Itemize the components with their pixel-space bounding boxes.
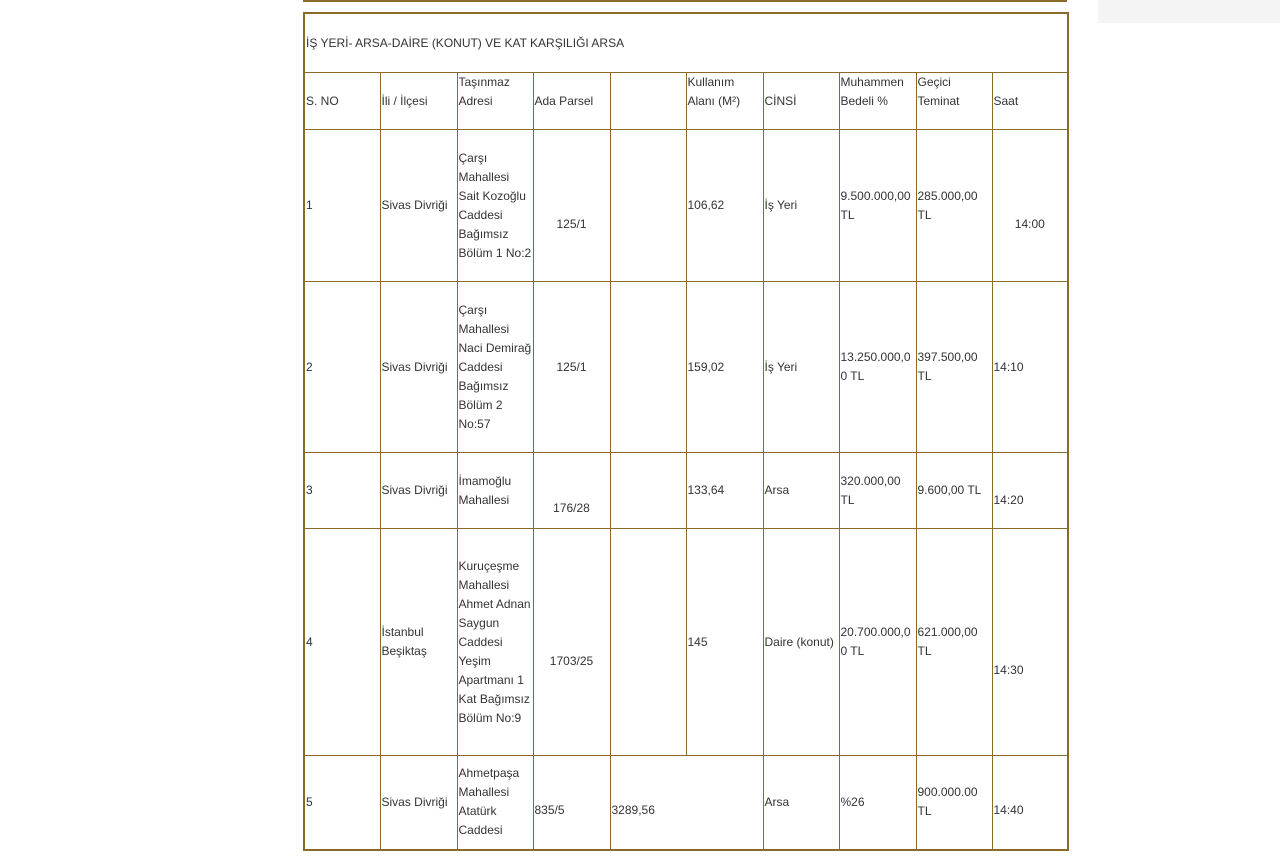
cell-alan: 159,02 (686, 282, 763, 453)
cell-ada: 125/1 (533, 282, 610, 453)
cell-saat: 14:10 (992, 282, 1068, 453)
cell-ada: 1703/25 (533, 529, 610, 756)
cell-adres: Çarşı Mahallesi Sait Kozoğlu Caddesi Bağımsız Bölüm 1 No:2 (457, 130, 533, 282)
cell-extra: 3289,56 (610, 756, 763, 850)
table-row (304, 756, 1068, 850)
cell-il: Sivas Divriği (380, 756, 457, 850)
header-row (304, 73, 1068, 130)
cell-no: 5 (304, 756, 380, 850)
cell-extra (610, 282, 686, 453)
table-row (304, 453, 1068, 529)
cell-adres: Çarşı Mahallesi Naci Demirağ Caddesi Bağımsız Bölüm 2 No:57 (457, 282, 533, 453)
header-empty (610, 73, 686, 130)
cell-adres: İmamoğlu Mahallesi (457, 453, 533, 529)
previous-table-edge (303, 0, 1067, 2)
cell-il: Sivas Divriği (380, 282, 457, 453)
cell-teminat: 621.000,00 TL (916, 529, 992, 756)
header-alan: Kullanım Alanı (M²) (686, 73, 763, 130)
cell-cinsi: İş Yeri (763, 282, 839, 453)
cell-ada: 176/28 (533, 453, 610, 529)
cell-extra (610, 529, 686, 756)
cell-no: 3 (304, 453, 380, 529)
table-row (304, 529, 1068, 756)
cell-no: 1 (304, 130, 380, 282)
cell-bedel: 320.000,00 TL (839, 453, 916, 529)
cell-il: Sivas Divriği (380, 130, 457, 282)
cell-teminat: 397.500,00 TL (916, 282, 992, 453)
table-row (304, 130, 1068, 282)
cell-no: 4 (304, 529, 380, 756)
header-ada-parsel: Ada Parsel (533, 73, 610, 130)
cell-saat: 14:00 (992, 130, 1068, 282)
cell-cinsi: Arsa (763, 756, 839, 850)
table-row (304, 282, 1068, 453)
header-saat: Saat (992, 73, 1068, 130)
cell-extra (610, 453, 686, 529)
cell-alan: 145 (686, 529, 763, 756)
cell-teminat: 900.000.00 TL (916, 756, 992, 850)
cell-extra (610, 130, 686, 282)
table-title: İŞ YERİ- ARSA-DAİRE (KONUT) VE KAT KARŞILIĞI ARSA (304, 13, 1068, 73)
header-bedel: Muhammen Bedeli % (839, 73, 916, 130)
cell-il: İstanbul Beşiktaş (380, 529, 457, 756)
cell-saat: 14:20 (992, 453, 1068, 529)
cell-teminat: 9.600,00 TL (916, 453, 992, 529)
cell-il: Sivas Divriği (380, 453, 457, 529)
cell-bedel: 20.700.000,00 TL (839, 529, 916, 756)
cell-cinsi: İş Yeri (763, 130, 839, 282)
header-sno: S. NO (304, 73, 380, 130)
header-il: İli / İlçesi (380, 73, 457, 130)
cell-ada: 125/1 (533, 130, 610, 282)
cell-bedel: 9.500.000,00TL (839, 130, 916, 282)
cell-saat: 14:30 (992, 529, 1068, 756)
header-teminat: Geçici Teminat (916, 73, 992, 130)
cell-cinsi: Daire (konut) (763, 529, 839, 756)
cell-teminat: 285.000,00 TL (916, 130, 992, 282)
cell-no: 2 (304, 282, 380, 453)
cell-adres: Ahmetpaşa Mahallesi Atatürk Caddesi (457, 756, 533, 850)
cell-alan: 133,64 (686, 453, 763, 529)
header-cinsi: CİNSİ (763, 73, 839, 130)
side-panel (1098, 0, 1280, 23)
cell-bedel: %26 (839, 756, 916, 850)
cell-adres: Kuruçeşme Mahallesi Ahmet Adnan Saygun Caddesi Yeşim Apartmanı 1 Kat Bağımsız Bölüm No:9 (457, 529, 533, 756)
header-adres: Taşınmaz Adresi (457, 73, 533, 130)
cell-saat: 14:40 (992, 756, 1068, 850)
cell-cinsi: Arsa (763, 453, 839, 529)
cell-alan: 106,62 (686, 130, 763, 282)
tender-table (303, 12, 1069, 851)
cell-ada: 835/5 (533, 756, 610, 850)
cell-bedel: 13.250.000,00 TL (839, 282, 916, 453)
